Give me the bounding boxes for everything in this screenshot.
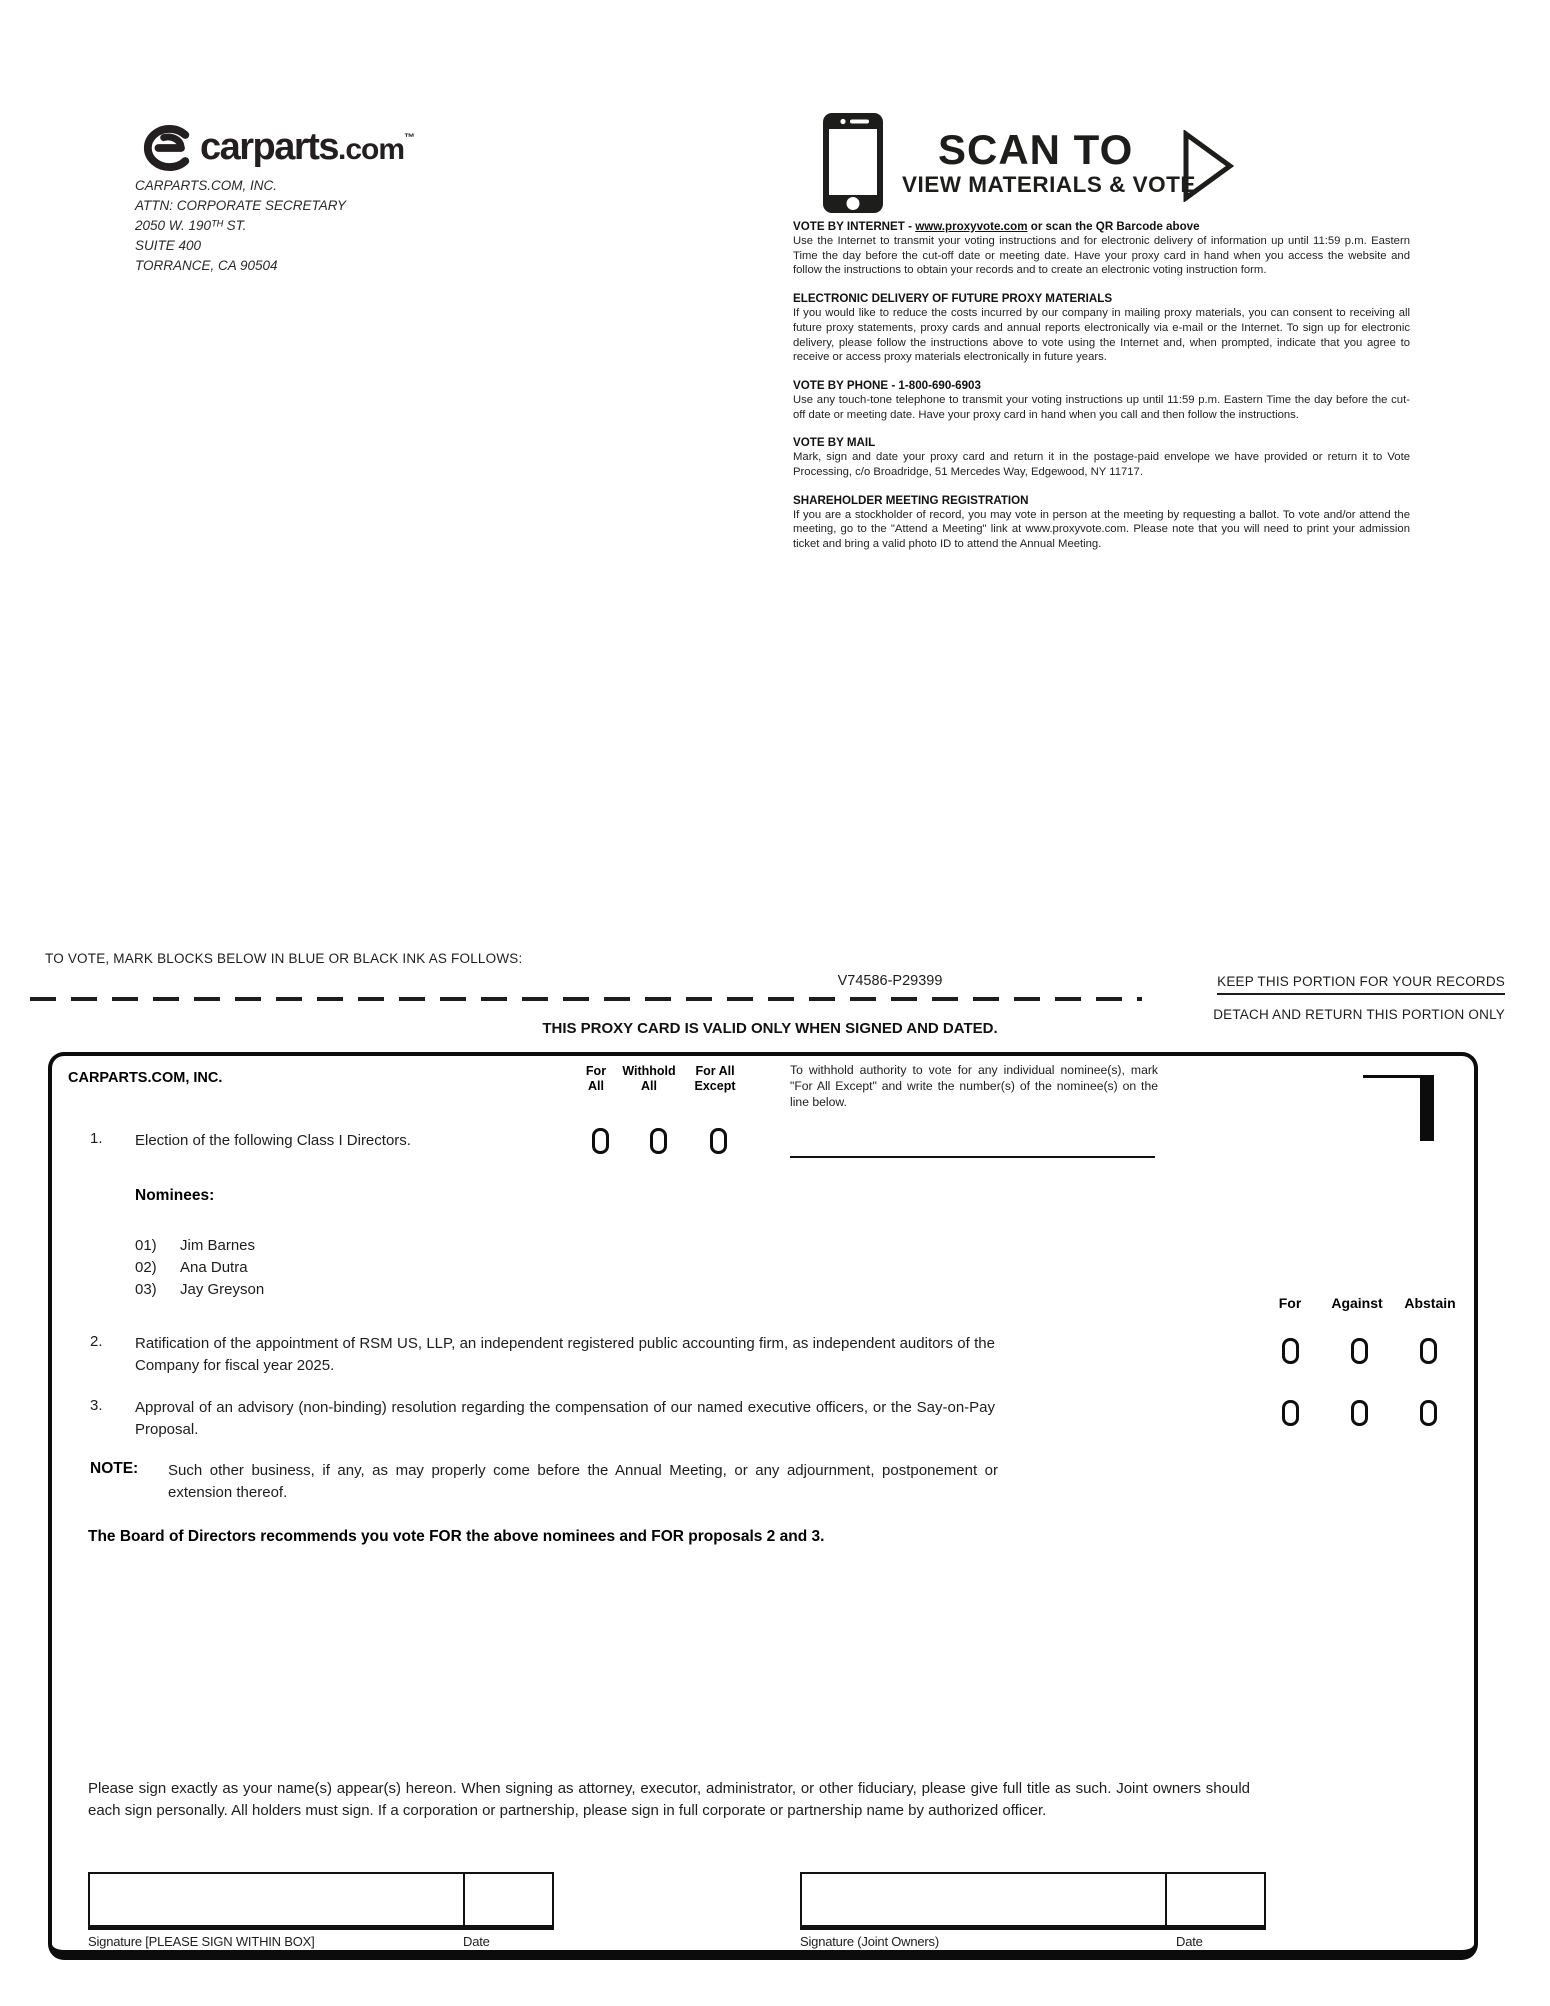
column-header-abstain: Abstain [1404,1295,1456,1311]
checkbox-p2-against[interactable] [1351,1338,1368,1364]
signature-joint-label: Signature (Joint Owners) [800,1934,939,1949]
column-header-against: Against [1331,1295,1383,1311]
checkbox-p1-for-all[interactable] [592,1128,609,1154]
logo-word: carparts [200,126,338,168]
nominee-name: Jim Barnes [180,1237,256,1254]
logo-tld: .com [337,133,405,166]
vote-by-phone-section [793,378,1410,422]
electronic-delivery-section [793,291,1410,365]
address-line: 2050 W. 190ᵀᴴ ST. [135,218,247,233]
board-recommendation: The Board of Directors recommends you vote FOR the above nominees and FOR proposals 2 and 3. [88,1528,825,1545]
signature-box-joint [800,1872,1266,1930]
nominee-name: Jay Greyson [180,1281,265,1298]
for-all-except-write-in-line[interactable] [790,1128,1155,1158]
address-line: CARPARTS.COM, INC. [135,178,278,193]
heading-text: or scan the QR Barcode above [1027,220,1200,233]
address-line: ATTN: CORPORATE SECRETARY [135,198,347,213]
column-header-line: For All [695,1064,735,1078]
mark-blocks-instruction: TO VOTE, MARK BLOCKS BELOW IN BLUE OR BLACK INK AS FOLLOWS: [45,951,523,966]
signature-field[interactable] [90,1874,465,1925]
checkbox-p1-withhold-all[interactable] [650,1128,667,1154]
date-field-joint[interactable] [1167,1874,1264,1925]
shareholder-registration-heading: SHAREHOLDER MEETING REGISTRATION [793,493,1029,507]
mailing-address-block [135,176,346,276]
scan-to-subtitle: VIEW MATERIALS & VOTE [902,172,1196,197]
column-header-line: For [585,1064,607,1078]
vote-by-phone-heading: VOTE BY PHONE - 1-800-690-6903 [793,378,981,392]
proxyvote-link[interactable]: www.proxyvote.com [915,220,1028,233]
checkbox-p3-for[interactable] [1282,1400,1299,1426]
arrow-right-icon [1182,130,1234,202]
detach-portion-label: DETACH AND RETURN THIS PORTION ONLY [1213,1007,1505,1022]
shareholder-registration-body: If you are a stockholder of record, you may vote in person at the meeting by requesting a ballot. To vote and/or attend the meeting, go to the "Attend a Meeting" link at www.proxyvote.com. Please note that you will need to print your admission ticket and bring a valid photo ID to attend the Annual Meeting. [793,508,1410,551]
vote-by-mail-body: Mark, sign and date your proxy card and return it in the postage-paid envelope we have provided or return it to Vote Processing, c/o Broadridge, 51 Mercedes Way, Edgewood, NY 11717. [793,451,1410,479]
ballot-card [48,1052,1478,1960]
card-company-name: CARPARTS.COM, INC. [68,1070,223,1086]
note-label: NOTE: [90,1460,139,1477]
proposal2-number: 2. [90,1333,103,1350]
vote-by-mail-section [793,435,1410,479]
date-joint-label: Date [1176,1934,1203,1949]
corner-registration-mark [1420,1075,1434,1141]
vote-by-internet-section [793,219,1410,278]
checkbox-p3-against[interactable] [1351,1400,1368,1426]
nominee-number: 02) [135,1259,157,1276]
heading-text: VOTE BY INTERNET - [793,220,916,233]
sign-instruction: Please sign exactly as your name(s) appear(s) hereon. When signing as attorney, executor, administrator, or other fiduciary, please give full title as such. Joint owners should each sign personally. All holders must sign. If a corporation or partnership, please sign in full corporate or partnership name by authorized officer. [88,1780,1250,1819]
electronic-delivery-body: If you would like to reduce the costs incurred by our company in mailing proxy materials, you can consent to receiving all future proxy statements, proxy cards and annual reports electronically via e-mail or the Internet. To sign up for electronic delivery, please follow the instructions above to vote using the Internet and, when prompted, indicate that you agree to receive or access proxy materials electronically in future years. [793,307,1410,364]
checkbox-p2-abstain[interactable] [1420,1338,1437,1364]
address-line: SUITE 400 [135,238,202,253]
column-header-withhold-all [612,1064,686,1093]
column-header-line: All [588,1078,604,1093]
keep-portion-label: KEEP THIS PORTION FOR YOUR RECORDS [1217,974,1505,995]
column-header-line: All [641,1078,657,1093]
carparts-logo-wordmark [200,126,415,169]
proposal3-number: 3. [90,1397,103,1414]
proposal2-text: Ratification of the appointment of RSM US, LLP, an independent registered public accounting firm, as independent auditors of the Company for fiscal year 2025. [135,1335,995,1374]
date-field[interactable] [465,1874,552,1925]
column-header-line: Withhold [622,1064,676,1078]
column-header-for: For [1278,1295,1302,1311]
note-text: Such other business, if any, as may properly come before the Annual Meeting, or any adjournment, postponement or extension thereof. [168,1462,998,1501]
column-header-line: Except [694,1078,736,1093]
control-number: V74586-P29399 [837,973,943,989]
vote-by-mail-heading: VOTE BY MAIL [793,436,876,450]
vote-instructions-column [793,219,1410,565]
shareholder-registration-section [793,493,1410,552]
vote-by-phone-body: Use any touch-tone telephone to transmit your voting instructions up until 11:59 p.m. Eastern Time the day before the cut-off date or meeting date. Have your proxy card in hand when you call and then follow the instructions. [793,393,1410,421]
nominee-name: Ana Dutra [180,1259,248,1276]
address-line: TORRANCE, CA 90504 [135,258,278,273]
checkbox-p1-for-all-except[interactable] [710,1128,727,1154]
proposal3-text: Approval of an advisory (non-binding) resolution regarding the compensation of our named executive officers, or the Say-on-Pay Proposal. [135,1399,995,1438]
valid-when-signed-note: THIS PROXY CARD IS VALID ONLY WHEN SIGNED AND DATED. [542,1020,998,1037]
checkbox-p2-for[interactable] [1282,1338,1299,1364]
smartphone-icon [822,112,884,214]
checkbox-p3-abstain[interactable] [1420,1400,1437,1426]
nominee-number: 01) [135,1237,157,1254]
vote-by-internet-body: Use the Internet to transmit your voting instructions and for electronic delivery of information up until 11:59 p.m. Eastern Time the day before the cut-off date or meeting date. Have your proxy card in hand when you access the website and follow the instructions to obtain your records and to create an electronic voting instruction form. [793,235,1410,277]
signature-box-primary [88,1872,554,1930]
proposal1-number: 1. [90,1130,103,1147]
carparts-logo-icon [140,122,196,174]
column-header-for-all-except [684,1064,746,1093]
proposal1-text: Election of the following Class I Directors. [135,1132,411,1149]
date-label: Date [463,1934,490,1949]
electronic-delivery-heading: ELECTRONIC DELIVERY OF FUTURE PROXY MATERIALS [793,292,1113,306]
vote-by-internet-heading [793,219,1410,234]
scan-to-title: SCAN TO [938,126,1134,173]
withhold-instruction: To withhold authority to vote for any individual nominee(s), mark "For All Except" and write the number(s) of the nominee(s) on the line below. [790,1063,1158,1109]
nominees-label: Nominees: [135,1187,215,1204]
signature-field-joint[interactable] [802,1874,1167,1925]
trademark-symbol: ™ [404,132,416,144]
nominee-number: 03) [135,1281,157,1298]
detach-dashed-line [30,997,1142,1001]
signature-label: Signature [PLEASE SIGN WITHIN BOX] [88,1934,315,1949]
